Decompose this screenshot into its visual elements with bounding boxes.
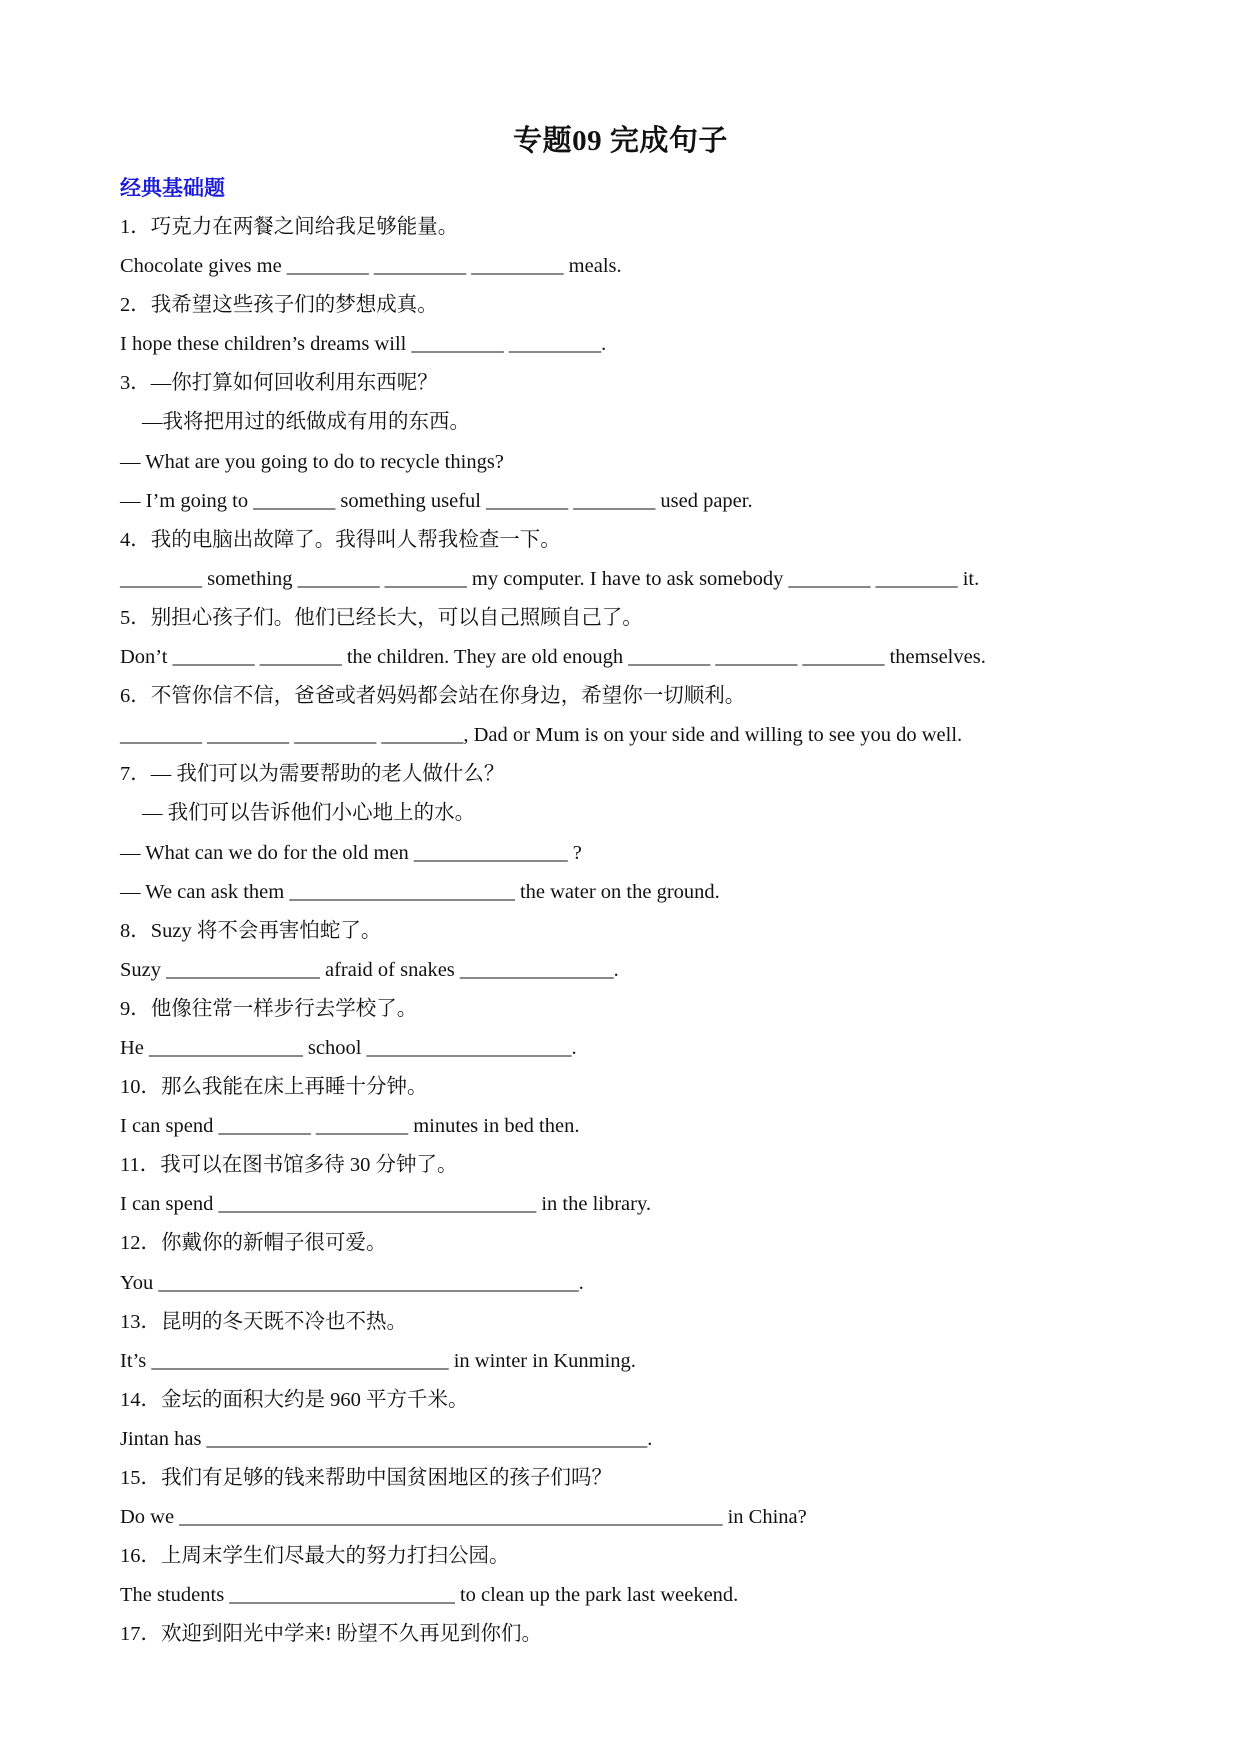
question-prompt: 1．巧克力在两餐之间给我足够能量。 xyxy=(120,216,459,238)
answer-line: I can spend _______________________________ in the library. xyxy=(120,1193,652,1216)
answer-line: — We can ask them ______________________ the water on the ground. xyxy=(120,880,720,903)
question-prompt: 6．不管你信不信，爸爸或者妈妈都会站在你身边，希望你一切顺利。 xyxy=(120,685,746,708)
answer-line: He _______________ school ____________________. xyxy=(120,1036,577,1059)
question-prompt: 9．他像往常一样步行去学校了。 xyxy=(120,997,418,1020)
answer-line: Suzy _______________ afraid of snakes _______________. xyxy=(120,958,619,981)
section-heading: 经典基础题 xyxy=(120,176,225,200)
page-title: 专题09 完成句子 xyxy=(513,125,728,157)
answer-line: Jintan has ___________________________________________. xyxy=(120,1427,653,1450)
answer-line: ________ something ________ ________ my computer. I have to ask somebody ________ ________ it. xyxy=(120,567,980,590)
question-prompt: 2．我希望这些孩子们的梦想成真。 xyxy=(120,294,438,317)
answer-line: ________ ________ ________ ________, Dad or Mum is on your side and willing to see you do well. xyxy=(120,724,963,747)
question-prompt: 3．—你打算如何回收利用东西呢？ xyxy=(120,372,438,395)
question-prompt: —我将把用过的纸做成有用的东西。 xyxy=(142,411,470,434)
question-prompt: 12．你戴你的新帽子很可爱。 xyxy=(120,1232,387,1255)
answer-line: It’s _____________________________ in winter in Kunming. xyxy=(120,1349,636,1372)
question-prompt: 16．上周末学生们尽最大的努力打扫公园。 xyxy=(120,1545,510,1568)
question-prompt: 7．— 我们可以为需要帮助的老人做什么？ xyxy=(120,763,505,786)
question-prompt: 4．我的电脑出故障了。我得叫人帮我检查一下。 xyxy=(120,528,561,551)
question-list xyxy=(120,208,1140,1654)
answer-line: — What can we do for the old men _______________ ? xyxy=(120,841,582,864)
question-prompt: — 我们可以告诉他们小心地上的水。 xyxy=(142,802,476,825)
answer-line: Do we _____________________________________________________ in China? xyxy=(120,1506,807,1529)
answer-line: I hope these children’s dreams will _________ _________. xyxy=(120,333,607,356)
question-prompt: 14．金坛的面积大约是 960 平方千米。 xyxy=(120,1388,469,1411)
answer-line: Don’t ________ ________ the children. They are old enough ________ ________ ________ themselves. xyxy=(120,646,986,669)
question-prompt: 11．我可以在图书馆多待 30 分钟了。 xyxy=(120,1154,458,1177)
question-prompt: 10．那么我能在床上再睡十分钟。 xyxy=(120,1076,428,1099)
answer-line: I can spend _________ _________ minutes in bed then. xyxy=(120,1115,580,1138)
question-prompt: 13．昆明的冬天既不冷也不热。 xyxy=(120,1310,407,1333)
question-prompt: 5．别担心孩子们。他们已经长大，可以自己照顾自己了。 xyxy=(120,606,643,629)
answer-line: — What are you going to do to recycle things? xyxy=(120,450,504,473)
question-prompt: 15．我们有足够的钱来帮助中国贫困地区的孩子们吗？ xyxy=(120,1467,612,1489)
answer-line: — I’m going to ________ something useful ________ ________ used paper. xyxy=(120,489,753,512)
question-prompt: 8．Suzy 将不会再害怕蛇了。 xyxy=(120,919,382,942)
answer-line: The students ______________________ to clean up the park last weekend. xyxy=(120,1584,739,1607)
answer-line: You _________________________________________. xyxy=(120,1271,584,1294)
question-prompt: 17．欢迎到阳光中学来! 盼望不久再见到你们。 xyxy=(120,1623,542,1646)
answer-line: Chocolate gives me ________ _________ _________ meals. xyxy=(120,255,622,278)
